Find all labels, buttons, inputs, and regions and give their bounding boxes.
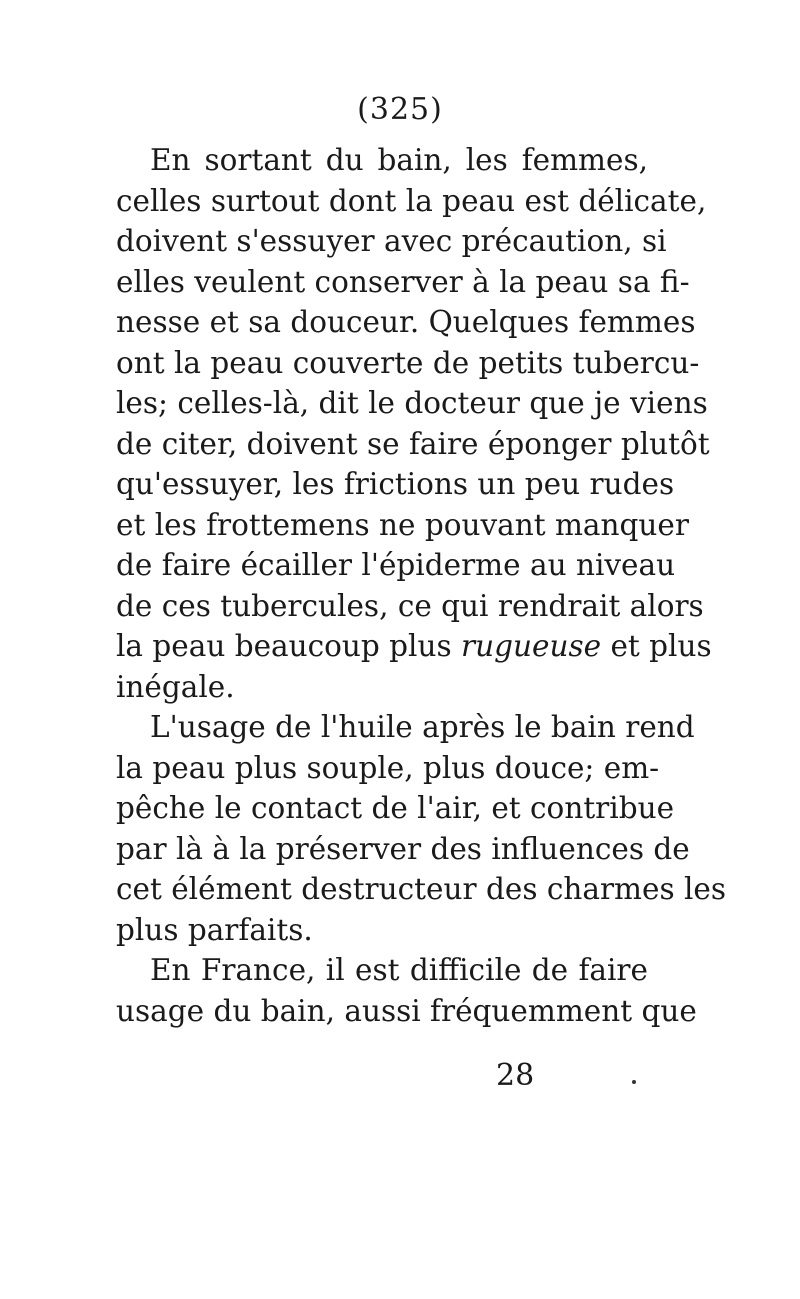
text-line: L'usage de l'huile après le bain rend	[150, 710, 695, 744]
text-line: pêche le contact de l'air, et contribue	[116, 791, 675, 825]
text-line: et les frottemens ne pouvant manquer	[116, 507, 689, 542]
body-text	[116, 140, 727, 1031]
text-line: celles surtout dont la peau est délicate,	[116, 183, 707, 218]
paragraph-2	[116, 707, 727, 950]
text-line: elles veulent conserver à la peau sa fi-	[116, 264, 690, 299]
text-segment: et plus	[601, 629, 712, 663]
text-line: plus parfaits.	[116, 912, 313, 947]
paragraph-1	[116, 140, 712, 707]
ink-dot	[632, 1080, 636, 1084]
text-line: cet élément destructeur des charmes les	[116, 872, 727, 906]
text-line: qu'essuyer, les frictions un peu rudes	[116, 467, 675, 501]
text-line: par là à la préserver des influences de	[116, 831, 690, 866]
text-line: usage du bain, aussi fréquemment que	[116, 993, 697, 1028]
signature-mark: 28	[496, 1058, 535, 1093]
text-segment: la peau beaucoup plus	[116, 629, 462, 663]
text-line: doivent s'essuyer avec précaution, si	[116, 224, 667, 258]
text-line: les; celles-là, dit le docteur que je viens	[116, 386, 708, 420]
text-line: la peau plus souple, plus douce; em-	[116, 750, 660, 785]
text-line: En France, il est difficile de faire	[150, 953, 648, 987]
text-line: nesse et sa douceur. Quelques femmes	[116, 305, 696, 339]
text-line: inégale.	[116, 669, 235, 704]
text-line: de citer, doivent se faire éponger plutôt	[116, 426, 710, 461]
page-number: (325)	[357, 92, 443, 127]
text-line: de ces tubercules, ce qui rendrait alors	[116, 588, 704, 623]
text-line: ont la peau couverte de petits tubercu-	[116, 345, 700, 380]
text-line-with-italic	[116, 626, 712, 667]
paragraph-3	[116, 950, 697, 1031]
italic-word: rugueuse	[461, 629, 602, 663]
text-line: En sortant du bain, les femmes,	[150, 143, 648, 177]
text-line: de faire écailler l'épiderme au niveau	[116, 548, 676, 582]
